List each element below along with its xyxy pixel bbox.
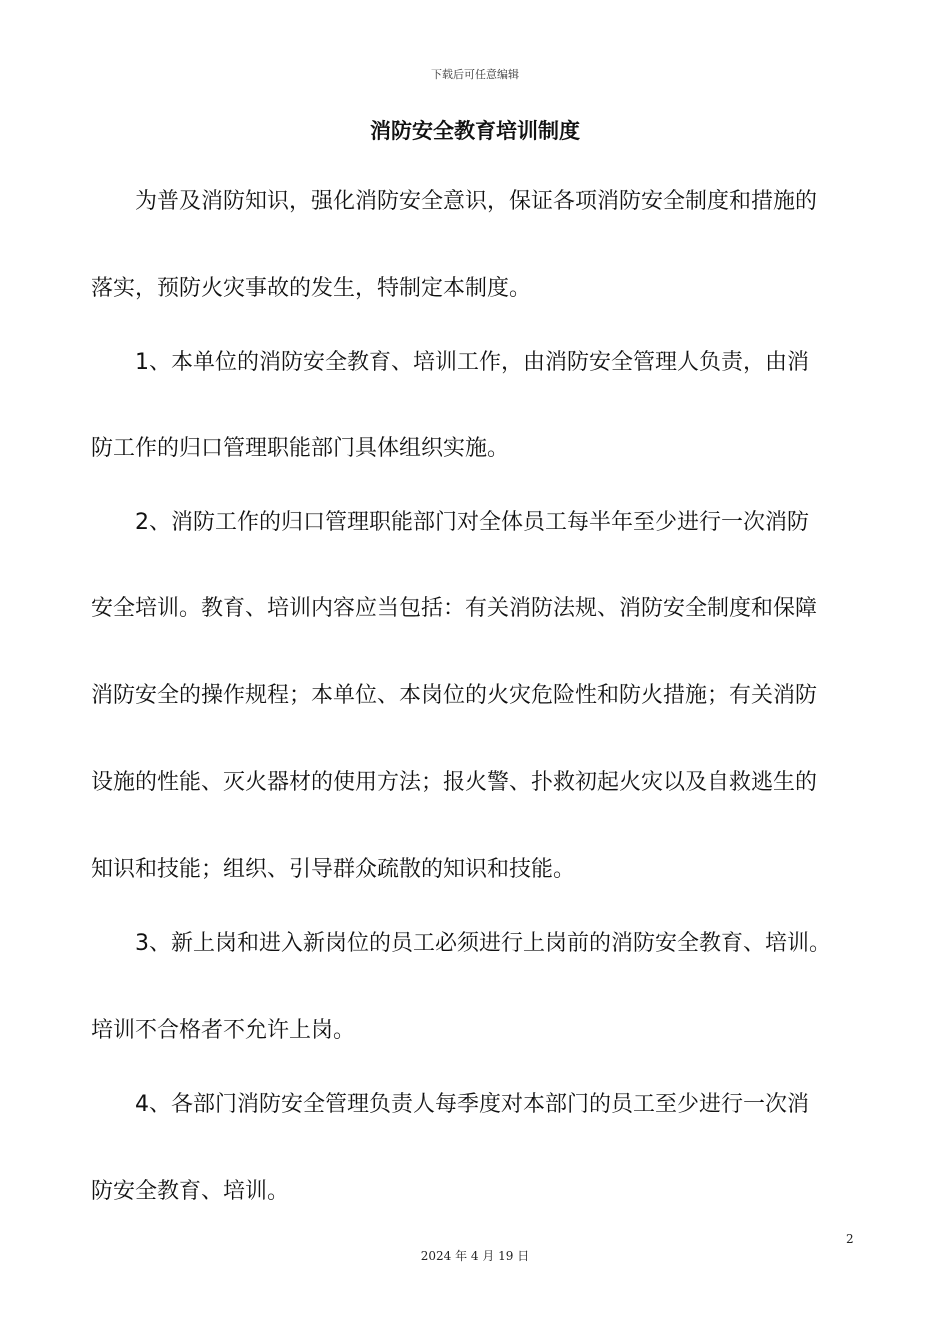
document-title: 消防安全教育培训制度	[370, 119, 580, 143]
paragraph-line: 1、本单位的消防安全教育、培训工作，由消防安全管理人负责，由消	[135, 350, 809, 375]
paragraph-line: 知识和技能；组织、引导群众疏散的知识和技能。	[91, 857, 576, 882]
paragraph-line: 设施的性能、灭火器材的使用方法；报火警、扑救初起火灾以及自救逃生的	[91, 770, 818, 795]
paragraph-line: 培训不合格者不允许上岗。	[91, 1018, 356, 1043]
paragraph-line: 安全培训。教育、培训内容应当包括：有关消防法规、消防安全制度和保障	[91, 596, 818, 621]
paragraph-line: 消防安全的操作规程；本单位、本岗位的火灾危险性和防火措施；有关消防	[91, 683, 818, 708]
header-note: 下载后可任意编辑	[431, 68, 519, 81]
paragraph-line: 落实，预防火灾事故的发生，特制定本制度。	[91, 276, 532, 301]
paragraph-line: 防工作的归口管理职能部门具体组织实施。	[91, 436, 510, 461]
page-number: 2	[846, 1232, 854, 1246]
paragraph-line: 为普及消防知识，强化消防安全意识，保证各项消防安全制度和措施的	[135, 189, 818, 214]
paragraph-line: 3、新上岗和进入新岗位的员工必须进行上岗前的消防安全教育、培训。	[135, 931, 831, 956]
paragraph-line: 防安全教育、培训。	[91, 1179, 290, 1204]
paragraph-line: 2、消防工作的归口管理职能部门对全体员工每半年至少进行一次消防	[135, 510, 809, 535]
footer-date: 2024 年 4 月 19 日	[420, 1249, 530, 1263]
paragraph-line: 4、各部门消防安全管理负责人每季度对本部门的员工至少进行一次消	[135, 1092, 809, 1117]
